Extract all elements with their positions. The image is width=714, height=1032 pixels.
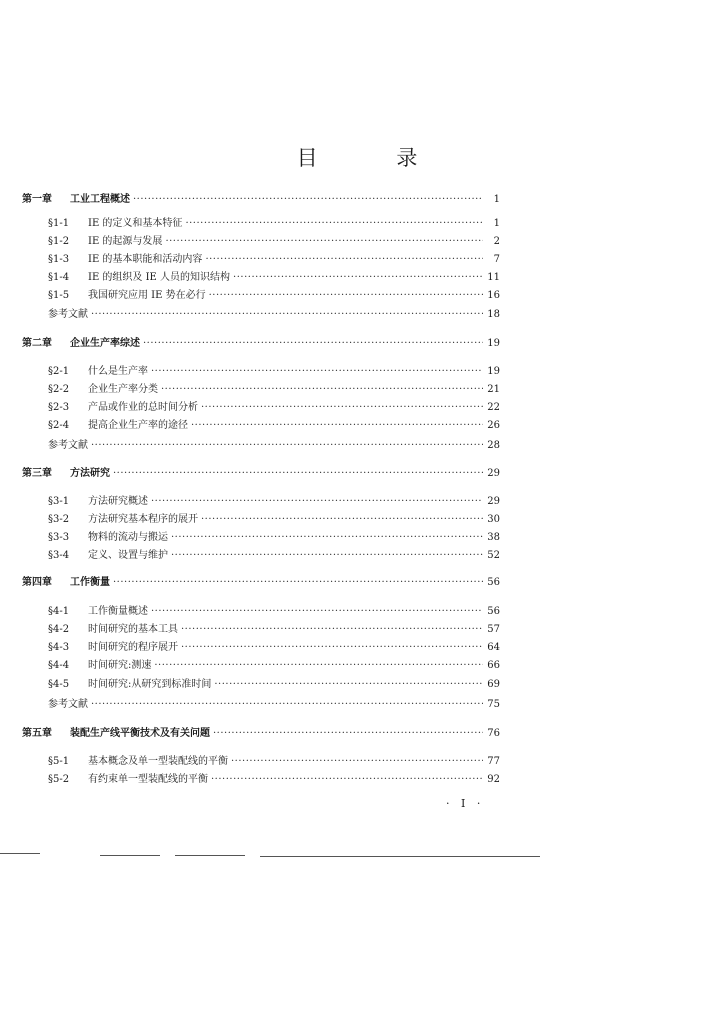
toc-entry-page: 2 — [493, 236, 500, 247]
toc-entry-number: §2-2 — [48, 384, 70, 395]
toc-entry-label: 参考文献 — [48, 440, 88, 451]
toc-section-entry — [48, 270, 500, 286]
toc-entry-number: §4-2 — [48, 624, 70, 635]
toc-leader-dots — [211, 772, 483, 788]
toc-leader-dots — [205, 252, 483, 268]
toc-entry-page: 56 — [487, 577, 500, 588]
toc-section-entry — [48, 640, 500, 656]
toc-entry-page: 19 — [487, 338, 500, 349]
toc-reference-entry — [48, 438, 500, 454]
toc-entry-label: 企业生产率综述 — [70, 338, 140, 349]
toc-leader-dots — [91, 438, 483, 454]
toc-entry-number: §1-3 — [48, 254, 70, 265]
toc-entry-label: 产品或作业的总时间分析 — [88, 402, 198, 413]
toc-leader-dots — [214, 677, 483, 693]
toc-chapter-entry — [22, 466, 500, 482]
toc-chapter-entry — [22, 726, 500, 742]
toc-section-entry — [48, 382, 500, 398]
toc-entry-number: §3-4 — [48, 550, 70, 561]
toc-section-entry — [48, 754, 500, 770]
toc-entry-page: 76 — [487, 728, 500, 739]
toc-section-entry — [48, 604, 500, 620]
toc-entry-label: IE 的组织及 IE 人员的知识结构 — [88, 272, 231, 283]
toc-leader-dots — [231, 754, 483, 770]
toc-entry-number: 第一章 — [22, 194, 52, 205]
toc-leader-dots — [154, 658, 483, 674]
toc-entry-page: 1 — [493, 218, 500, 229]
toc-entry-label: 工作衡量概述 — [88, 606, 148, 617]
toc-leader-dots — [181, 622, 483, 638]
toc-chapter-entry — [22, 575, 500, 591]
toc-entry-page: 69 — [487, 679, 500, 690]
toc-entry-page: 19 — [487, 366, 500, 377]
toc-entry-page: 22 — [487, 402, 500, 413]
toc-leader-dots — [181, 640, 483, 656]
toc-leader-dots — [201, 512, 483, 528]
toc-leader-dots — [91, 307, 483, 323]
toc-leader-dots — [91, 697, 483, 713]
toc-section-entry — [48, 400, 500, 416]
toc-entry-number: §1-2 — [48, 236, 70, 247]
toc-entry-number: §4-3 — [48, 642, 70, 653]
toc-leader-dots — [133, 192, 483, 208]
toc-entry-label: 什么是生产率 — [88, 366, 148, 377]
toc-entry-label: 时间研究的基本工具 — [88, 624, 178, 635]
toc-entry-page: 75 — [487, 699, 500, 710]
toc-entry-page: 29 — [487, 496, 500, 507]
toc-entry-page: 29 — [487, 468, 500, 479]
toc-entry-label: 有约束单一型装配线的平衡 — [88, 774, 208, 785]
toc-section-entry — [48, 658, 500, 674]
toc-section-entry — [48, 288, 500, 304]
toc-section-entry — [48, 512, 500, 528]
toc-leader-dots — [171, 548, 483, 564]
toc-entry-label: 定义、设置与维护 — [88, 550, 168, 561]
toc-entry-label: IE 的起源与发展 — [88, 236, 163, 247]
toc-entry-page: 77 — [487, 756, 500, 767]
toc-entry-number: §2-3 — [48, 402, 70, 413]
toc-entry-page: 57 — [487, 624, 500, 635]
toc-entry-label: 时间研究:从研究到标准时间 — [88, 679, 212, 690]
page-title: 目 录 — [296, 146, 454, 170]
toc-entry-label: IE 的基本职能和活动内容 — [88, 254, 203, 265]
toc-entry-page: 66 — [487, 660, 500, 671]
page-number-footer: · I · — [446, 797, 485, 810]
toc-leader-dots — [165, 234, 483, 250]
toc-entry-page: 26 — [487, 420, 500, 431]
toc-section-entry — [48, 622, 500, 638]
toc-entry-number: §5-2 — [48, 774, 70, 785]
toc-section-entry — [48, 252, 500, 268]
scan-artifact-line — [175, 855, 245, 856]
toc-leader-dots — [233, 270, 483, 286]
scan-artifact-line — [260, 856, 540, 857]
toc-entry-page: 52 — [487, 550, 500, 561]
toc-entry-page: 11 — [487, 272, 500, 283]
toc-entry-page: 16 — [487, 290, 500, 301]
toc-section-entry — [48, 772, 500, 788]
toc-entry-label: 时间研究的程序展开 — [88, 642, 178, 653]
toc-entry-number: 第五章 — [22, 728, 52, 739]
toc-leader-dots — [151, 494, 483, 510]
toc-entry-number: §1-1 — [48, 218, 70, 229]
toc-leader-dots — [171, 530, 483, 546]
scan-artifact-line — [0, 853, 40, 854]
toc-entry-page: 56 — [487, 606, 500, 617]
toc-entry-number: 第三章 — [22, 468, 52, 479]
toc-leader-dots — [213, 726, 483, 742]
toc-entry-page: 92 — [487, 774, 500, 785]
toc-leader-dots — [201, 400, 483, 416]
scan-artifact-line — [100, 855, 160, 856]
toc-entry-label: 企业生产率分类 — [88, 384, 158, 395]
toc-reference-entry — [48, 307, 500, 323]
toc-section-entry — [48, 418, 500, 434]
toc-leader-dots — [185, 216, 483, 232]
toc-entry-label: 物料的流动与搬运 — [88, 532, 168, 543]
toc-chapter-entry — [22, 192, 500, 208]
toc-entry-label: 装配生产线平衡技术及有关问题 — [70, 728, 210, 739]
toc-entry-label: 工作衡量 — [70, 577, 110, 588]
toc-leader-dots — [143, 336, 483, 352]
toc-section-entry — [48, 677, 500, 693]
toc-entry-page: 7 — [493, 254, 500, 265]
toc-entry-label: 方法研究概述 — [88, 496, 148, 507]
toc-entry-number: §4-1 — [48, 606, 70, 617]
toc-entry-page: 1 — [493, 194, 500, 205]
toc-leader-dots — [161, 382, 483, 398]
toc-entry-label: IE 的定义和基本特征 — [88, 218, 183, 229]
toc-leader-dots — [191, 418, 483, 434]
toc-entry-page: 30 — [487, 514, 500, 525]
toc-section-entry — [48, 216, 500, 232]
toc-section-entry — [48, 548, 500, 564]
toc-entry-number: §1-5 — [48, 290, 70, 301]
toc-leader-dots — [113, 466, 483, 482]
toc-entry-number: §2-1 — [48, 366, 70, 377]
toc-entry-label: 工业工程概述 — [70, 194, 130, 205]
toc-entry-page: 38 — [487, 532, 500, 543]
toc-entry-number: §5-1 — [48, 756, 70, 767]
toc-entry-label: 参考文献 — [48, 309, 88, 320]
toc-entry-label: 时间研究:测速 — [88, 660, 152, 671]
toc-entry-label: 基本概念及单一型装配线的平衡 — [88, 756, 228, 767]
toc-entry-label: 方法研究基本程序的展开 — [88, 514, 198, 525]
toc-entry-number: 第二章 — [22, 338, 52, 349]
toc-section-entry — [48, 530, 500, 546]
toc-section-entry — [48, 234, 500, 250]
toc-entry-number: §4-4 — [48, 660, 70, 671]
toc-entry-label: 我国研究应用 IE 势在必行 — [88, 290, 206, 301]
toc-leader-dots — [151, 364, 483, 380]
toc-section-entry — [48, 364, 500, 380]
toc-entry-page: 28 — [487, 440, 500, 451]
toc-entry-number: §3-3 — [48, 532, 70, 543]
toc-leader-dots — [151, 604, 483, 620]
toc-section-entry — [48, 494, 500, 510]
toc-leader-dots — [209, 288, 483, 304]
toc-chapter-entry — [22, 336, 500, 352]
toc-entry-number: §1-4 — [48, 272, 70, 283]
toc-reference-entry — [48, 697, 500, 713]
toc-entry-number: 第四章 — [22, 577, 52, 588]
toc-entry-page: 64 — [487, 642, 500, 653]
toc-entry-label: 参考文献 — [48, 699, 88, 710]
toc-leader-dots — [113, 575, 483, 591]
toc-entry-page: 21 — [487, 384, 500, 395]
toc-entry-number: §3-2 — [48, 514, 70, 525]
toc-entry-number: §3-1 — [48, 496, 70, 507]
toc-entry-number: §4-5 — [48, 679, 70, 690]
toc-entry-label: 提高企业生产率的途径 — [88, 420, 188, 431]
toc-entry-page: 18 — [487, 309, 500, 320]
toc-entry-number: §2-4 — [48, 420, 70, 431]
toc-entry-label: 方法研究 — [70, 468, 110, 479]
